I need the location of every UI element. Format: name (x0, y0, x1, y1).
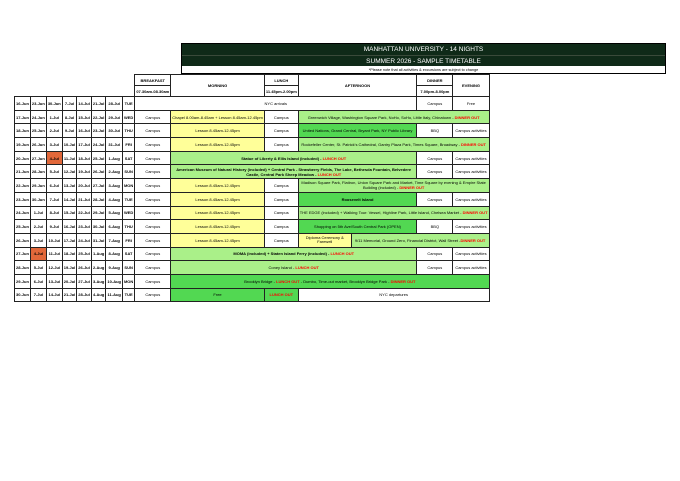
header-lunch: LUNCH (264, 75, 298, 86)
date-cell: 29-Jun (30, 179, 46, 193)
date-cell: 22-Jun (15, 179, 31, 193)
date-cell: 11-Jul (46, 247, 62, 261)
table-row (15, 179, 490, 193)
day-cell: SUN (122, 165, 134, 179)
title-line-1: MANHATTAN UNIVERSITY - 14 NIGHTS (182, 44, 665, 56)
lunch-cell: Campus (264, 206, 298, 220)
dinner-cell: Campus (417, 261, 453, 275)
dinner-cell: Campus (417, 247, 453, 261)
date-cell: 17-Jun (15, 110, 31, 124)
date-cell: 9-Aug (106, 261, 123, 275)
date-cell: 3-Jul (46, 138, 62, 152)
dinner-out-label: DINNER OUT (460, 237, 486, 243)
evening-cell: Campus activities (453, 247, 489, 261)
morning-cell: Lesson 8.45am-12.45pm (171, 233, 265, 247)
morning-cell: Lesson 8.45am-12.45pm (171, 192, 265, 206)
breakfast-cell: Campus (135, 220, 171, 234)
date-cell: 27-Jul (91, 179, 106, 193)
table-row (15, 97, 490, 111)
afternoon-text: Greenwich Village, Washington Square Park, NoHo, SoHo, Little Italy, Chinatown - (307, 114, 455, 120)
date-cell: 19-Jul (62, 261, 77, 275)
day-cell: TUE (122, 288, 134, 302)
date-cell: 2-Aug (91, 261, 106, 275)
afternoon-cell (298, 138, 489, 152)
table-row (15, 206, 490, 220)
date-cell: 24-Jun (15, 206, 31, 220)
header-morning: MORNING (171, 75, 265, 97)
lunch-out-label: LUNCH OUT (276, 278, 300, 284)
date-cell: 28-Jul (106, 97, 123, 111)
arrivals-cell: NYC arrivals (135, 97, 417, 111)
afternoon-cell (298, 179, 489, 193)
date-cell: 17-Jul (77, 138, 92, 152)
dinner-out-label: DINNER OUT (399, 185, 425, 191)
date-cell: 29-Jun (15, 274, 31, 288)
date-cell: 21-Jul (91, 97, 106, 111)
date-cell: 26-Jul (77, 261, 92, 275)
afternoon-text: Madison Square Park, Flatiron, Union Square Park and Market, Time Square by evening & Empire State Building (included) - (301, 180, 486, 191)
breakfast-cell: Campus (135, 165, 171, 179)
table-row (15, 151, 490, 165)
date-cell: 29-Jul (106, 110, 123, 124)
header-row-1 (15, 75, 490, 86)
breakfast-cell: Campus (135, 274, 171, 288)
day-cell: TUE (122, 97, 134, 111)
lunch-cell: Campus (264, 233, 298, 247)
date-cell: 2-Jul (30, 220, 46, 234)
lunch-out-cell: LUNCH OUT (264, 288, 298, 302)
date-cell: 30-Jul (106, 124, 123, 138)
breakfast-cell: Campus (135, 247, 171, 261)
lunch-cell: Campus (264, 138, 298, 152)
date-cell: 23-Jul (77, 220, 92, 234)
evening-cell: Campus activities (453, 151, 489, 165)
dinner-cell: BBQ (417, 220, 453, 234)
date-cell: 27-Jun (15, 247, 31, 261)
breakfast-cell: Campus (135, 288, 171, 302)
evening-cell: Campus activities (453, 192, 489, 206)
departures-cell: NYC departures (298, 288, 489, 302)
date-cell: 21-Jul (77, 192, 92, 206)
day-cell: THU (122, 220, 134, 234)
title-line-2: SUMMER 2026 - SAMPLE TIMETABLE (366, 58, 481, 65)
timetable (14, 74, 490, 302)
header-dinner: DINNER (417, 75, 453, 86)
header-dinner-time: 7.00pm-8.00pm (417, 86, 453, 97)
afternoon-cell: Shopping on 5th Ave/South Central Park (OPEN) (298, 220, 416, 234)
excursion-text: Statue of Liberty & Ellis Island (included) - (241, 155, 323, 161)
lunch-cell: Campus (264, 192, 298, 206)
excursion-text: MOMA (included) + Staten Island Ferry (included) - (233, 251, 331, 257)
date-cell: 17-Jul (62, 233, 77, 247)
excursion-text: American Museum of Natural History (included) + Central Park - Strawberry Fields, The Lake, Bethesda Fountain, Belvedere Castle, Central Park Sheep Meadow - (176, 166, 412, 177)
date-cell: 31-Jul (91, 233, 106, 247)
morning-cell: Lesson 8.45am-12.45pm (171, 124, 265, 138)
dinner-out-label: DINNER OUT (462, 210, 488, 216)
afternoon-cell (298, 206, 489, 220)
day-cell: FRI (122, 138, 134, 152)
date-cell: 18-Jul (62, 247, 77, 261)
date-cell: 8-Jul (62, 110, 77, 124)
excursion-cell (171, 274, 489, 288)
date-cell: 3-Aug (106, 179, 123, 193)
date-cell: 16-Jul (77, 124, 92, 138)
date-cell-highlighted: 4-Jul (46, 151, 62, 165)
date-cell: 25-Jun (30, 124, 46, 138)
table-row (15, 233, 490, 247)
day-cell: MON (122, 179, 134, 193)
date-cell: 7-Aug (106, 233, 123, 247)
table-row (15, 288, 490, 302)
date-cell: 8-Aug (106, 247, 123, 261)
date-cell: 8-Jul (46, 206, 62, 220)
date-cell: 7-Jul (46, 192, 62, 206)
date-cell: 27-Jul (77, 274, 92, 288)
date-cell: 27-Jun (30, 151, 46, 165)
date-cell: 6-Aug (106, 220, 123, 234)
evening-cell: Campus activities (453, 165, 489, 179)
day-cell: SAT (122, 247, 134, 261)
date-cell: 11-Aug (106, 288, 123, 302)
table-row (15, 261, 490, 275)
date-cell: 30-Jun (46, 97, 62, 111)
date-cell: 1-Jul (30, 206, 46, 220)
date-cell: 7-Jul (30, 288, 46, 302)
breakfast-cell: Campus (135, 261, 171, 275)
date-cell: 28-Jul (91, 192, 106, 206)
date-cell: 31-Jul (106, 138, 123, 152)
table-row (15, 138, 490, 152)
breakfast-cell: Campus (135, 124, 171, 138)
morning-cell: Free (171, 288, 265, 302)
dinner-cell: BBQ (417, 124, 453, 138)
day-cell: THU (122, 124, 134, 138)
breakfast-cell: Campus (135, 206, 171, 220)
date-cell: 23-Jul (91, 124, 106, 138)
date-cell: 24-Jul (77, 233, 92, 247)
date-cell: 23-Jun (30, 97, 46, 111)
day-cell: MON (122, 274, 134, 288)
date-cell: 21-Jul (62, 288, 77, 302)
table-row (15, 110, 490, 124)
breakfast-cell: Campus (135, 233, 171, 247)
date-cell: 19-Jul (77, 165, 92, 179)
date-cell: 9-Jul (62, 124, 77, 138)
date-cell: 29-Jul (91, 206, 106, 220)
header-evening: EVENING (453, 75, 489, 97)
date-cell: 6-Jul (46, 179, 62, 193)
date-cell: 20-Jun (15, 151, 31, 165)
date-cell: 18-Jul (77, 151, 92, 165)
lunch-out-label: LUNCH OUT (330, 251, 355, 257)
breakfast-cell: Campus (135, 179, 171, 193)
day-cell: SAT (122, 151, 134, 165)
lunch-out-label: LUNCH OUT (295, 265, 319, 271)
date-cell: 24-Jun (30, 110, 46, 124)
breakfast-cell: Campus (135, 110, 171, 124)
lunch-cell: Campus (264, 124, 298, 138)
date-cell: 6-Jul (30, 274, 46, 288)
disclaimer-note: *Please note that all activities & excursions are subject to change (181, 66, 666, 74)
lunch-cell: Campus (264, 110, 298, 124)
dinner-out-label: DINNER OUT (461, 141, 486, 147)
date-cell: 5-Jul (30, 261, 46, 275)
dinner-cell: Campus (417, 192, 453, 206)
afternoon-cell: Roosevelt Island (298, 192, 416, 206)
date-cell: 13-Jul (46, 274, 62, 288)
breakfast-cell: Campus (135, 192, 171, 206)
date-cell: 25-Jul (91, 151, 106, 165)
date-cell: 30-Jul (91, 220, 106, 234)
date-cell: 22-Jul (77, 206, 92, 220)
afternoon-text: THE EDGE (included) + Walking Tour: Vessel, Highline Park, Little Island, Chelsea Market - (299, 210, 463, 216)
header-breakfast: BREAKFAST (135, 75, 171, 86)
date-cell: 10-Jul (46, 233, 62, 247)
table-row (15, 192, 490, 206)
date-cell: 14-Jul (77, 97, 92, 111)
date-cell: 20-Jul (62, 274, 77, 288)
date-cell: 26-Jul (91, 165, 106, 179)
date-cell: 10-Aug (106, 274, 123, 288)
title-block (181, 43, 666, 68)
date-cell: 13-Jul (62, 179, 77, 193)
day-cell: FRI (122, 233, 134, 247)
date-cell: 1-Aug (91, 247, 106, 261)
afternoon-cell (298, 233, 489, 247)
date-cell: 3-Jul (30, 233, 46, 247)
morning-cell: Lesson 8.45am-12.45pm (171, 138, 265, 152)
date-cell: 30-Jun (30, 192, 46, 206)
date-cell: 26-Jun (30, 138, 46, 152)
date-cell: 5-Jul (46, 165, 62, 179)
date-cell: 7-Jul (62, 97, 77, 111)
evening-cell: Campus activities (453, 220, 489, 234)
excursion-text: Coney Island - (268, 265, 296, 271)
breakfast-cell: Campus (135, 138, 171, 152)
evening-cell: Campus activities (453, 124, 489, 138)
day-cell: WED (122, 110, 134, 124)
date-cell: 16-Jun (15, 97, 31, 111)
date-cell: 10-Jul (62, 138, 77, 152)
excursion-text: Brooklyn Bridge - (244, 278, 277, 284)
table-row (15, 165, 490, 179)
morning-cell: Lesson 8.45am-12.45pm (171, 179, 265, 193)
table-row (15, 247, 490, 261)
day-cell: SUN (122, 261, 134, 275)
date-cell: 12-Jul (46, 261, 62, 275)
header-afternoon: AFTERNOON (298, 75, 416, 97)
afternoon-text: Rockefeller Center, St. Patrick's Cathedral, Gantry Plaza Park, Times Square, Broadway - (301, 141, 462, 147)
date-cell: 3-Aug (91, 274, 106, 288)
date-cell: 11-Jul (62, 151, 77, 165)
day-cell: TUE (122, 192, 134, 206)
afternoon-text: 9/11 Memorial, Ground Zero, Financial District, Wall Street - (354, 237, 461, 243)
dinner-cell: Campus (417, 151, 453, 165)
date-cell: 19-Jun (15, 138, 31, 152)
afternoon-excursion (352, 234, 489, 247)
date-cell: 28-Jun (15, 261, 31, 275)
day-cell: WED (122, 206, 134, 220)
lunch-out-label: LUNCH OUT (317, 171, 342, 177)
breakfast-cell: Campus (135, 151, 171, 165)
excursion-cell (171, 261, 417, 275)
date-cell: 14-Jul (62, 192, 77, 206)
morning-cell: Lesson 8.45am-12.45pm (171, 206, 265, 220)
morning-cell: Chapel 8.00am-8.45am + Lesson 8.45am-12.45pm (171, 110, 265, 124)
date-cell: 25-Jul (77, 247, 92, 261)
dinner-cell: Campus (417, 97, 453, 111)
date-cell: 25-Jun (15, 220, 31, 234)
table-row (15, 220, 490, 234)
date-cell: 23-Jun (15, 192, 31, 206)
date-cell: 24-Jul (91, 138, 106, 152)
table-row (15, 124, 490, 138)
dinner-out-label: DINNER OUT (390, 278, 416, 284)
evening-cell: Campus activities (453, 261, 489, 275)
date-cell: 14-Jul (46, 288, 62, 302)
date-cell: 15-Jul (62, 206, 77, 220)
header-lunch-time: 11.45pm-2.00pm (264, 86, 298, 97)
date-cell: 28-Jul (77, 288, 92, 302)
excursion-text-2: - Dumbo, Time-out market, Brooklyn Bridge Park - (299, 278, 391, 284)
date-cell: 20-Jul (77, 179, 92, 193)
dinner-out-label: DINNER OUT (454, 114, 480, 120)
date-cell: 21-Jun (15, 165, 31, 179)
excursion-cell (171, 247, 417, 261)
lunch-cell: Campus (264, 220, 298, 234)
date-cell: 4-Aug (91, 288, 106, 302)
date-cell: 16-Jul (62, 220, 77, 234)
date-cell: 22-Jul (91, 110, 106, 124)
date-cell: 2-Aug (106, 165, 123, 179)
excursion-cell (171, 165, 417, 179)
date-cell: 2-Jul (46, 124, 62, 138)
table-row (15, 274, 490, 288)
date-cell: 30-Jun (15, 288, 31, 302)
date-cell: 18-Jun (15, 124, 31, 138)
date-cell: 26-Jun (15, 233, 31, 247)
evening-cell: Free (453, 97, 489, 111)
dinner-cell: Campus (417, 165, 453, 179)
date-cell: 15-Jul (77, 110, 92, 124)
date-cell: 1-Aug (106, 151, 123, 165)
date-cell: 1-Jul (46, 110, 62, 124)
diploma-ceremony-cell: Diploma Ceremony & Farewell (299, 234, 352, 247)
date-cell: 5-Aug (106, 206, 123, 220)
header-breakfast-time: 07.30am-08.30am (135, 86, 171, 97)
morning-cell: Lesson 8.45am-12.45pm (171, 220, 265, 234)
afternoon-cell: United Nations, Grand Central, Bryant Park, NY Public Library (298, 124, 416, 138)
date-cell: 9-Jul (46, 220, 62, 234)
lunch-out-label: LUNCH OUT (322, 155, 347, 161)
date-cell: 4-Aug (106, 192, 123, 206)
date-cell: 12-Jul (62, 165, 77, 179)
afternoon-cell (298, 110, 489, 124)
lunch-cell: Campus (264, 179, 298, 193)
excursion-cell (171, 151, 417, 165)
date-cell: 28-Jun (30, 165, 46, 179)
date-cell-highlighted: 4-Jul (30, 247, 46, 261)
